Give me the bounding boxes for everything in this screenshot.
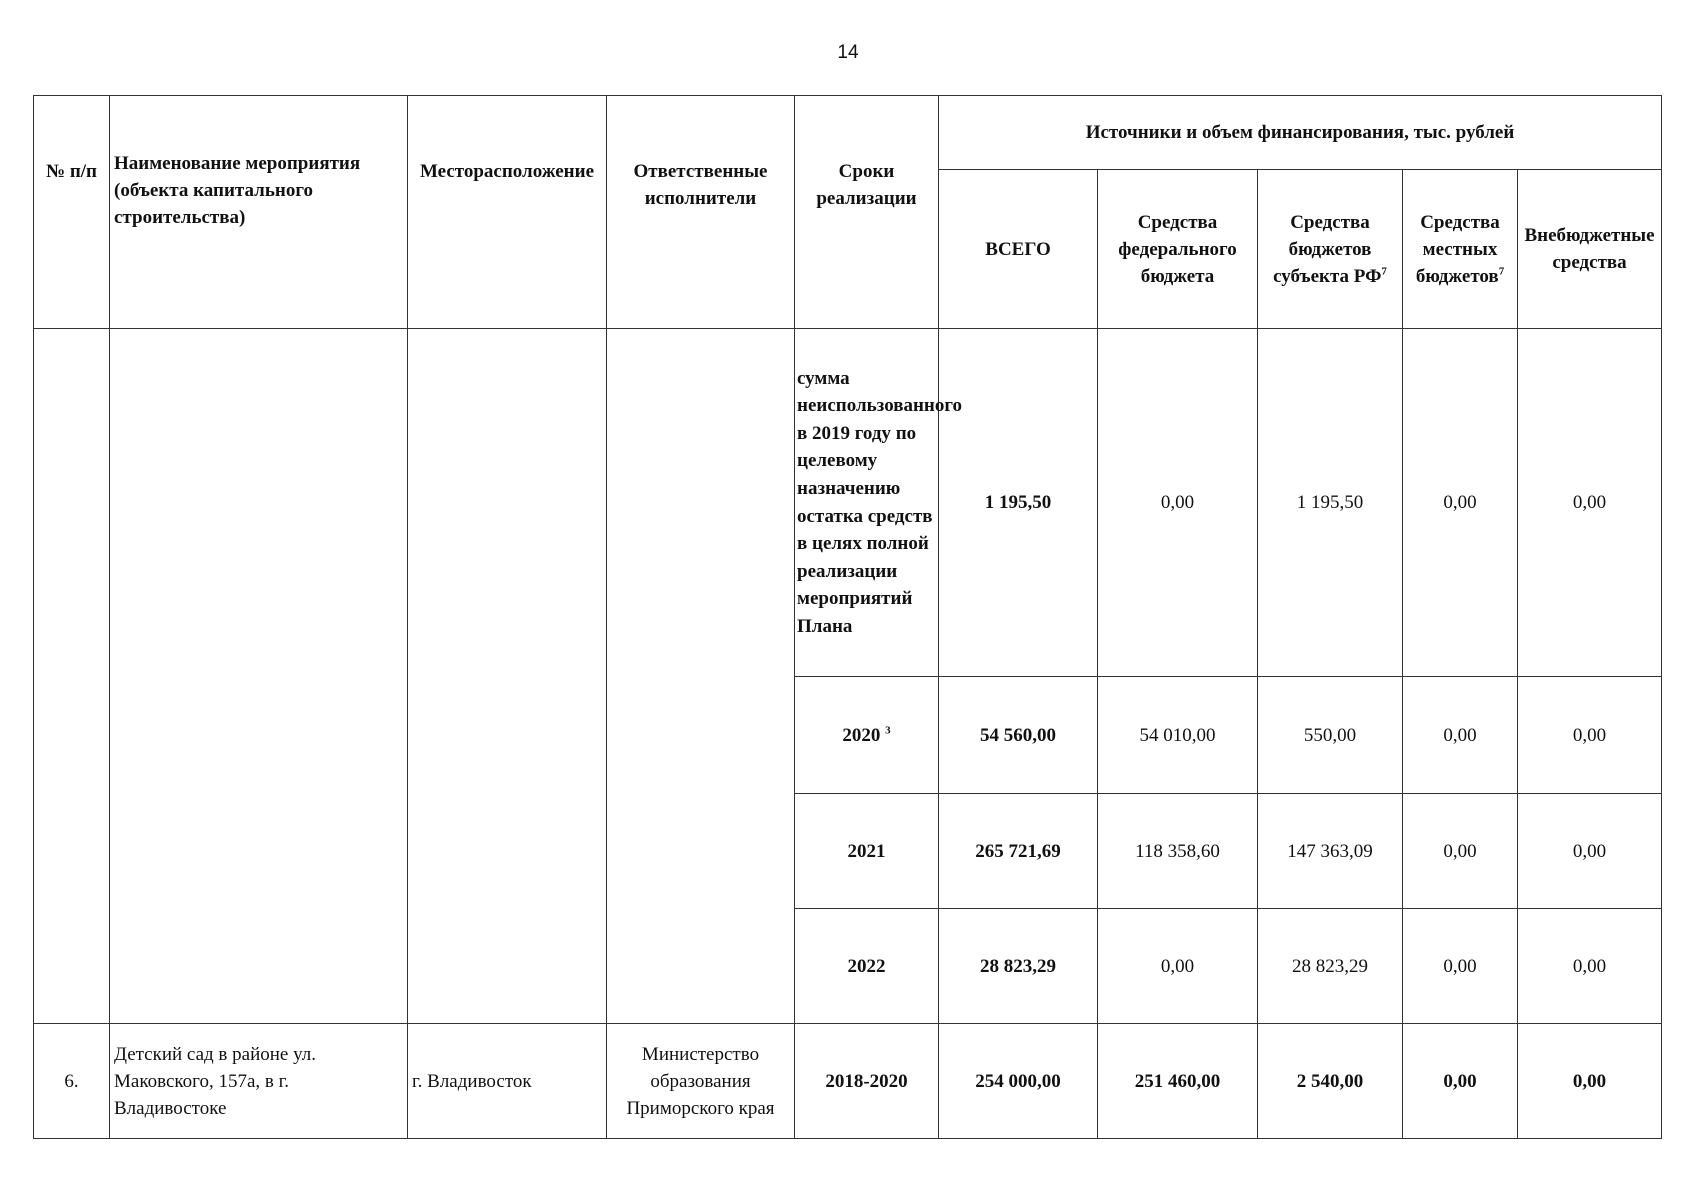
cell-offbudget: 0,00 — [1518, 909, 1662, 1024]
header-subject-footnote: 7 — [1381, 265, 1387, 278]
header-row-1 — [34, 96, 1662, 170]
cell-period: 2022 — [795, 909, 939, 1024]
table-row — [34, 329, 1662, 677]
header-local — [1403, 170, 1518, 329]
header-subject-text: Средства бюджетов субъекта РФ — [1273, 211, 1382, 287]
header-local-footnote: 7 — [1498, 265, 1505, 278]
cell-local: 0,00 — [1403, 794, 1518, 909]
header-executors: Ответственные исполнители — [607, 96, 795, 329]
header-period: Сроки реализации — [795, 96, 939, 329]
header-subject — [1258, 170, 1403, 329]
cell-local: 0,00 — [1403, 677, 1518, 794]
table-row — [34, 1024, 1662, 1139]
cell-total: 54 560,00 — [939, 677, 1098, 794]
header-federal: Средства федерального бюджета — [1098, 170, 1258, 329]
cell-local: 0,00 — [1403, 909, 1518, 1024]
cell-num: 6. — [34, 1024, 110, 1139]
period-text: 2020 — [842, 724, 881, 746]
cell-local: 0,00 — [1403, 329, 1518, 677]
cell-total: 265 721,69 — [939, 794, 1098, 909]
cell-subject: 550,00 — [1258, 677, 1403, 794]
cell-empty-name — [110, 329, 408, 1024]
cell-federal: 0,00 — [1098, 329, 1258, 677]
cell-federal: 54 010,00 — [1098, 677, 1258, 794]
cell-period: сумма неиспользованного в 2019 году по целевому назначению остатка средств в целях полной реализации мероприятий Плана — [795, 329, 939, 677]
cell-subject: 1 195,50 — [1258, 329, 1403, 677]
header-name: Наименование мероприятия (объекта капитального строительства) — [110, 96, 408, 329]
header-total: ВСЕГО — [939, 170, 1098, 329]
cell-total: 28 823,29 — [939, 909, 1098, 1024]
cell-subject: 28 823,29 — [1258, 909, 1403, 1024]
cell-empty-location — [408, 329, 607, 1024]
cell-offbudget: 0,00 — [1518, 794, 1662, 909]
cell-period — [795, 677, 939, 794]
cell-federal: 251 460,00 — [1098, 1024, 1258, 1139]
header-local-text: Средства местных бюджетов — [1415, 211, 1500, 287]
cell-offbudget: 0,00 — [1518, 329, 1662, 677]
cell-name: Детский сад в районе ул. Маковского, 157а, в г. Владивостоке — [110, 1024, 408, 1139]
cell-local: 0,00 — [1403, 1024, 1518, 1139]
cell-total: 1 195,50 — [939, 329, 1098, 677]
page-number: 14 — [837, 42, 859, 63]
cell-subject: 147 363,09 — [1258, 794, 1403, 909]
period-footnote: 3 — [885, 724, 891, 737]
cell-offbudget: 0,00 — [1518, 677, 1662, 794]
cell-executors: Министерство образования Приморского края — [607, 1024, 795, 1139]
cell-subject: 2 540,00 — [1258, 1024, 1403, 1139]
header-location: Месторасположение — [408, 96, 607, 329]
header-funding-title: Источники и объем финансирования, тыс. рублей — [939, 96, 1662, 170]
header-num: № п/п — [34, 96, 110, 329]
cell-period: 2021 — [795, 794, 939, 909]
cell-period: 2018-2020 — [795, 1024, 939, 1139]
cell-federal: 118 358,60 — [1098, 794, 1258, 909]
cell-offbudget: 0,00 — [1518, 1024, 1662, 1139]
cell-total: 254 000,00 — [939, 1024, 1098, 1139]
financing-table — [33, 95, 1662, 1139]
header-offbudget: Внебюджетные средства — [1518, 170, 1662, 329]
cell-federal: 0,00 — [1098, 909, 1258, 1024]
cell-location: г. Владивосток — [408, 1024, 607, 1139]
cell-empty-num — [34, 329, 110, 1024]
cell-empty-executors — [607, 329, 795, 1024]
